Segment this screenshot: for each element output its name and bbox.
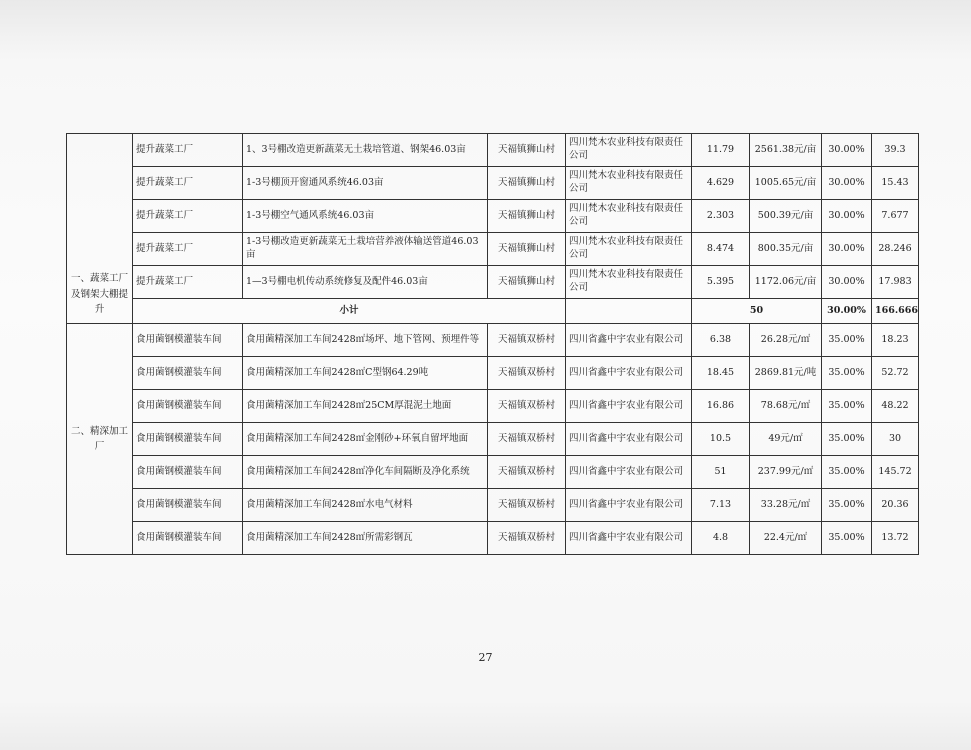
location-cell: 天福镇双桥村: [488, 456, 566, 489]
table-row: [67, 489, 919, 522]
amount-cell: 7.13: [692, 489, 750, 522]
amount-cell: 51: [692, 456, 750, 489]
company-cell: 四川梵木农业科技有限责任公司: [566, 200, 692, 233]
company-cell: 四川省鑫中宇农业有限公司: [566, 390, 692, 423]
empty-cell: [566, 299, 692, 324]
location-cell: 天福镇双桥村: [488, 423, 566, 456]
amount-cell: 11.79: [692, 134, 750, 167]
content-cell: 1-3号棚改造更新蔬菜无土栽培营养液体输送管道46.03亩: [243, 233, 488, 266]
location-cell: 天福镇双桥村: [488, 357, 566, 390]
ratio-cell: 30.00%: [822, 266, 872, 299]
company-cell: 四川梵木农业科技有限责任公司: [566, 233, 692, 266]
ratio-cell: 35.00%: [822, 456, 872, 489]
table-row: [67, 200, 919, 233]
item-name-cell: 食用菌钢模灌装车间: [133, 423, 243, 456]
unit-price-cell: 33.28元/㎡: [750, 489, 822, 522]
content-cell: 食用菌精深加工车间2428㎡水电气材料: [243, 489, 488, 522]
ratio-cell: 35.00%: [822, 489, 872, 522]
subsidy-cell: 28.246: [872, 233, 919, 266]
subsidy-cell: 15.43: [872, 167, 919, 200]
page-number: 27: [478, 651, 493, 664]
location-cell: 天福镇双桥村: [488, 390, 566, 423]
content-cell: 食用菌精深加工车间2428㎡净化车间隔断及净化系统: [243, 456, 488, 489]
table-body: [67, 134, 919, 555]
unit-price-cell: 2869.81元/吨: [750, 357, 822, 390]
company-cell: 四川省鑫中宇农业有限公司: [566, 456, 692, 489]
subsidy-cell: 52.72: [872, 357, 919, 390]
table-row: [67, 266, 919, 299]
ratio-cell: 30.00%: [822, 200, 872, 233]
amount-cell: 18.45: [692, 357, 750, 390]
content-cell: 食用菌精深加工车间2428㎡所需彩钢瓦: [243, 522, 488, 555]
subtotal-row: [67, 299, 919, 324]
subsidy-cell: 13.72: [872, 522, 919, 555]
ratio-cell: 35.00%: [822, 324, 872, 357]
unit-price-cell: 2561.38元/亩: [750, 134, 822, 167]
project-table: [66, 133, 919, 555]
subsidy-cell: 7.677: [872, 200, 919, 233]
location-cell: 天福镇狮山村: [488, 200, 566, 233]
company-cell: 四川省鑫中宇农业有限公司: [566, 423, 692, 456]
unit-price-cell: 22.4元/㎡: [750, 522, 822, 555]
subsidy-cell: 48.22: [872, 390, 919, 423]
content-cell: 食用菌精深加工车间2428㎡金刚砂+环氧自留坪地面: [243, 423, 488, 456]
item-name-cell: 提升蔬菜工厂: [133, 233, 243, 266]
ratio-cell: 30.00%: [822, 167, 872, 200]
location-cell: 天福镇双桥村: [488, 489, 566, 522]
amount-cell: 5.395: [692, 266, 750, 299]
table-row: [67, 456, 919, 489]
amount-cell: 6.38: [692, 324, 750, 357]
item-name-cell: 食用菌钢模灌装车间: [133, 522, 243, 555]
table-row: [67, 324, 919, 357]
location-cell: 天福镇狮山村: [488, 134, 566, 167]
subsidy-cell: 39.3: [872, 134, 919, 167]
content-cell: 1-3号棚空气通风系统46.03亩: [243, 200, 488, 233]
subtotal-subsidy: 166.666: [872, 299, 919, 324]
amount-cell: 10.5: [692, 423, 750, 456]
unit-price-cell: 237.99元/㎡: [750, 456, 822, 489]
item-name-cell: 提升蔬菜工厂: [133, 167, 243, 200]
ratio-cell: 35.00%: [822, 357, 872, 390]
ratio-cell: 35.00%: [822, 522, 872, 555]
subsidy-cell: 145.72: [872, 456, 919, 489]
company-cell: 四川省鑫中宇农业有限公司: [566, 489, 692, 522]
unit-price-cell: 500.39元/亩: [750, 200, 822, 233]
category-cell: 二、精深加工厂: [67, 324, 133, 555]
category-cell: 一、蔬菜工厂及钢架大棚提升: [67, 134, 133, 324]
company-cell: 四川梵木农业科技有限责任公司: [566, 167, 692, 200]
amount-cell: 16.86: [692, 390, 750, 423]
content-cell: 食用菌精深加工车间2428㎡场坪、地下管网、预埋件等: [243, 324, 488, 357]
location-cell: 天福镇狮山村: [488, 266, 566, 299]
subtotal-label: 小计: [133, 299, 566, 324]
unit-price-cell: 26.28元/㎡: [750, 324, 822, 357]
subtotal-amount: 50: [692, 299, 822, 324]
table-row: [67, 233, 919, 266]
item-name-cell: 食用菌钢模灌装车间: [133, 456, 243, 489]
table-row: [67, 522, 919, 555]
table-row: [67, 423, 919, 456]
item-name-cell: 食用菌钢模灌装车间: [133, 489, 243, 522]
ratio-cell: 35.00%: [822, 423, 872, 456]
location-cell: 天福镇狮山村: [488, 233, 566, 266]
amount-cell: 4.629: [692, 167, 750, 200]
unit-price-cell: 1172.06元/亩: [750, 266, 822, 299]
content-cell: 1—3号棚电机传动系统修复及配件46.03亩: [243, 266, 488, 299]
subsidy-cell: 18.23: [872, 324, 919, 357]
company-cell: 四川省鑫中宇农业有限公司: [566, 357, 692, 390]
company-cell: 四川梵木农业科技有限责任公司: [566, 266, 692, 299]
unit-price-cell: 49元/㎡: [750, 423, 822, 456]
subsidy-cell: 17.983: [872, 266, 919, 299]
ratio-cell: 35.00%: [822, 390, 872, 423]
amount-cell: 2.303: [692, 200, 750, 233]
table-row: [67, 390, 919, 423]
item-name-cell: 提升蔬菜工厂: [133, 200, 243, 233]
location-cell: 天福镇双桥村: [488, 522, 566, 555]
item-name-cell: 食用菌钢模灌装车间: [133, 357, 243, 390]
amount-cell: 8.474: [692, 233, 750, 266]
content-cell: 食用菌精深加工车间2428㎡C型钢64.29吨: [243, 357, 488, 390]
amount-cell: 4.8: [692, 522, 750, 555]
unit-price-cell: 78.68元/㎡: [750, 390, 822, 423]
ratio-cell: 30.00%: [822, 233, 872, 266]
item-name-cell: 食用菌钢模灌装车间: [133, 324, 243, 357]
location-cell: 天福镇狮山村: [488, 167, 566, 200]
company-cell: 四川省鑫中宇农业有限公司: [566, 324, 692, 357]
subsidy-cell: 20.36: [872, 489, 919, 522]
table-row: [67, 167, 919, 200]
item-name-cell: 提升蔬菜工厂: [133, 134, 243, 167]
unit-price-cell: 1005.65元/亩: [750, 167, 822, 200]
company-cell: 四川省鑫中宇农业有限公司: [566, 522, 692, 555]
content-cell: 食用菌精深加工车间2428㎡25CM厚混泥土地面: [243, 390, 488, 423]
unit-price-cell: 800.35元/亩: [750, 233, 822, 266]
ratio-cell: 30.00%: [822, 134, 872, 167]
item-name-cell: 提升蔬菜工厂: [133, 266, 243, 299]
subsidy-cell: 30: [872, 423, 919, 456]
company-cell: 四川梵木农业科技有限责任公司: [566, 134, 692, 167]
content-cell: 1、3号棚改造更新蔬菜无土栽培管道、钢架46.03亩: [243, 134, 488, 167]
content-cell: 1-3号棚顶开窗通风系统46.03亩: [243, 167, 488, 200]
item-name-cell: 食用菌钢模灌装车间: [133, 390, 243, 423]
table-row: [67, 357, 919, 390]
subtotal-ratio: 30.00%: [822, 299, 872, 324]
table-row: [67, 134, 919, 167]
location-cell: 天福镇双桥村: [488, 324, 566, 357]
